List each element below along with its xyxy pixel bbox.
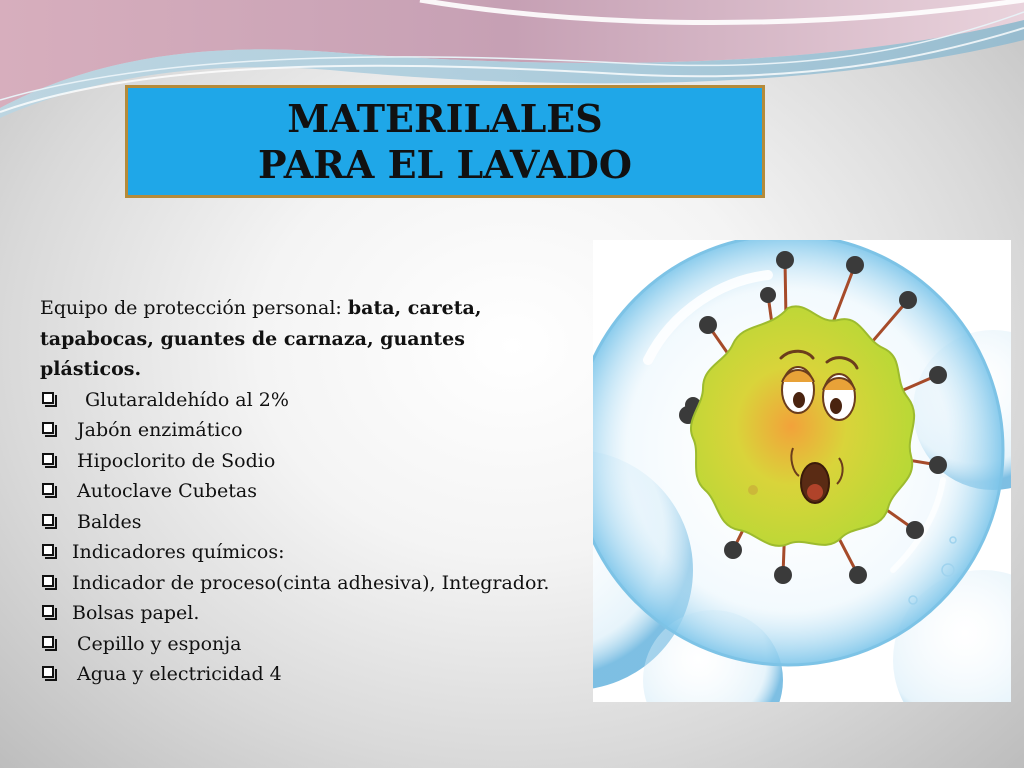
list-item-text: Autoclave Cubetas <box>77 480 257 502</box>
list-item-text: Baldes <box>77 510 142 533</box>
ppe-intro-items: bata, careta, tapabocas, guantes de carnaza, guantes plásticos. <box>40 297 482 380</box>
ppe-intro <box>40 293 565 385</box>
checkbox-square-icon <box>42 544 54 556</box>
ppe-intro-label: Equipo de protección personal: <box>40 297 348 319</box>
checkbox-square-icon <box>42 575 54 587</box>
checkbox-square-icon <box>42 453 54 465</box>
list-item <box>40 476 565 507</box>
list-item <box>40 415 565 446</box>
list-item <box>40 629 565 660</box>
list-item-text: Hipoclorito de Sodio <box>77 449 276 472</box>
checkbox-square-icon <box>42 605 54 617</box>
list-item-text: Glutaraldehído al 2% <box>85 388 289 411</box>
checkbox-square-icon <box>42 514 54 526</box>
list-item-text: Indicadores químicos: <box>72 541 285 563</box>
list-item-text: Bolsas papel. <box>72 602 200 624</box>
germ-illustration <box>593 240 1011 702</box>
list-item-text: Agua y electricidad 4 <box>77 663 282 685</box>
list-item-text: Indicador de proceso(cinta adhesiva), Integrador. <box>72 571 550 594</box>
title-box <box>125 85 765 198</box>
list-item-text: Jabón enzimático <box>77 419 243 441</box>
list-item <box>40 446 565 477</box>
list-item-text: Cepillo y esponja <box>77 632 242 655</box>
list-item <box>40 537 565 568</box>
checkbox-square-icon <box>42 666 54 678</box>
slide-title: MATERILALES PARA EL LAVADO <box>257 95 632 187</box>
checkbox-square-icon <box>42 636 54 648</box>
checkbox-square-icon <box>42 422 54 434</box>
list-item <box>40 385 565 416</box>
checkbox-square-icon <box>42 483 54 495</box>
list-item <box>40 568 565 599</box>
list-item <box>40 598 565 629</box>
checkbox-square-icon <box>42 392 54 404</box>
materials-content <box>40 293 565 690</box>
list-item <box>40 659 565 690</box>
list-item <box>40 507 565 538</box>
materials-list <box>40 385 565 690</box>
germ-in-bubble-icon <box>593 240 1011 702</box>
